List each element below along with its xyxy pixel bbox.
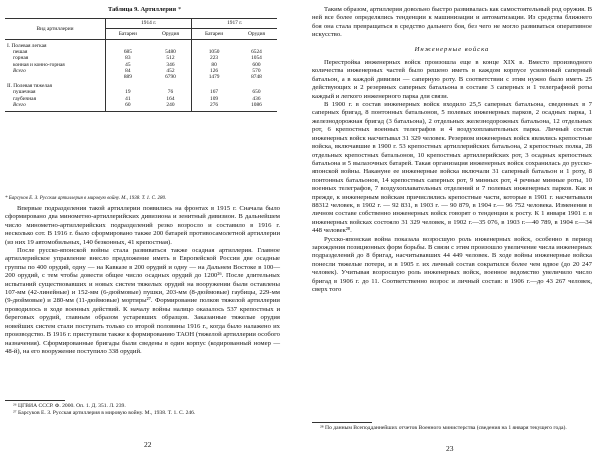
row-label: Всего bbox=[5, 102, 106, 112]
guns-value: 8748 bbox=[251, 74, 262, 81]
table-header-batteries: Батареи bbox=[106, 29, 150, 40]
batteries-value: 41 bbox=[125, 95, 131, 102]
artillery-table bbox=[5, 18, 277, 112]
footnote-rule bbox=[5, 400, 65, 401]
empty-cell bbox=[106, 40, 150, 50]
empty-cell bbox=[106, 80, 150, 89]
right-footnotes bbox=[312, 425, 592, 432]
paragraph: Таким образом, артиллерия довольно быстро развивалась как самостоятельный род оружия. В ней все более определялись тенденции к машинизации и автоматизации. Из средства ближнего боя она стала превращаться в средство дальнего боя, без чего не могло развиваться оперативное искусство. bbox=[312, 6, 592, 39]
row-label: Всего bbox=[5, 68, 106, 74]
page-number-left: 22 bbox=[144, 440, 152, 449]
row-label: гаубичная bbox=[5, 96, 106, 102]
empty-cell bbox=[150, 80, 192, 89]
batteries-value: 83 bbox=[125, 55, 131, 62]
batteries-value: 685 bbox=[123, 49, 132, 56]
table-source-note: * Барсуков Е. З. Русская артиллерия в мировую войну. М., 1938. Т. 1. С. 280. bbox=[5, 196, 167, 201]
batteries-value: 1479 bbox=[208, 74, 220, 81]
batteries-value: 223 bbox=[210, 55, 219, 62]
row-label: пушечная bbox=[5, 89, 106, 95]
paragraph: Впервые подразделения такой артиллерии появились на фронтах в 1915 г. Сначала было сформировано два минометно-артиллерийских дивизиона и зенитный дивизион. В дальнейшем число минометно-артиллерийских подразделений резко возросло и составило в 1916 г. несколько сот. В 1916 г. было сформировано также 200 батарей противосамолетной артиллерии (из них 19 автомобильных, 140 безконных, 41 крепостная). bbox=[5, 205, 280, 246]
guns-value: 346 bbox=[150, 62, 192, 68]
batteries-value: 126 bbox=[210, 67, 219, 74]
paragraph: После русско-японской войны стала развиваться также осадная артиллерия. Главное артиллерийское управление внесло предложение иметь в Европейской России две осадные группы по 400 орудий, одну — на Кавказе в 200 орудий и одну — на Дальнем Востоке в 100—200 орудий, с тем чтобы довести общее число осадных орудий до 1200²⁶. После длительных испытаний существовавших и новых систем тяжелых орудий на вооружении были оставлены 107-мм (42-линейные) и 152-мм (6-дюймовые) пушки, 203-мм (8-дюймовые) гаубицы, 229-мм (9-дюймовые) и 280-мм (11-дюймовые) мортиры²⁷. Формирование полков тяжелой артиллерии проводилось в ходе военных действий. К началу войны налицо оказалось 537 крепостных и береговых орудий, главным образом устаревших образцов. Заказанные тяжелые орудия новейших систем стали поступать только со второй половины 1916 г., когда было налажено их производство. В 1916 г. приступили также к формированию ТАОН (тяжелой артиллерии особого назначения). Сформированные бригады были сведены в один корпус (кодированный номер — 48-й), на его вооружение поступило 338 орудий. bbox=[5, 247, 280, 355]
table-header-kind: Вид артиллерии bbox=[5, 19, 106, 40]
table-header-1914: 1914 г. bbox=[106, 19, 192, 29]
section-title: II. Полевая тяжелая bbox=[5, 80, 106, 89]
paragraph: Русско-японская война показала возросшую роль инженерных войск, особенно в период зарождения позиционных форм борьбы. В связи с этим произошло увеличение числа инженерных подразделений до 8 бригад, насчитывавших 44 449 человек. В ходе войны инженерные войска понесли тяжелые потери, и в 1905 г. их личный состав сократился более чем вдвое (до 20 247 человек). Учитывая возросшую роль инженерных войск, военное ведомство увеличило число бригад в 1906 г. до 11. Соответственно возрос и личный состав: в 1906 г.—до 43 267 человек, сверх того bbox=[312, 235, 592, 293]
footnote: ²⁸ По данным Всеподданнейших отчетов Военного министерства (сведения на 1 января текущего года). bbox=[320, 425, 567, 431]
guns-value: 650 bbox=[252, 89, 261, 96]
row-label: конная и конно-горная bbox=[5, 62, 106, 68]
table-row bbox=[5, 102, 277, 112]
table-header-batteries: Батареи bbox=[192, 29, 236, 40]
guns-value: 452 bbox=[150, 68, 192, 74]
guns-value: 240 bbox=[150, 102, 192, 112]
batteries-value: 889 bbox=[123, 74, 132, 81]
page-number-right: 23 bbox=[446, 444, 454, 453]
table-title-mark: * bbox=[177, 6, 181, 13]
empty-cell bbox=[236, 40, 277, 50]
table-title-text: Таблица 9. Артиллерия bbox=[108, 6, 177, 13]
footnote: ²⁷ Барсуков Е. З. Русская артиллерия в мировую войну. М., 1938. Т. 1. С. 246. bbox=[13, 410, 196, 416]
guns-value: 164 bbox=[150, 96, 192, 102]
guns-value: 512 bbox=[150, 55, 192, 61]
table-header-guns: Орудия bbox=[150, 29, 192, 40]
empty-cell bbox=[192, 40, 236, 50]
table-title bbox=[108, 6, 248, 13]
empty-cell bbox=[150, 40, 192, 50]
guns-value: 6790 bbox=[150, 74, 192, 80]
batteries-value: 80 bbox=[211, 61, 217, 68]
table-header-1917: 1917 г. bbox=[192, 19, 277, 29]
batteries-value: 19 bbox=[125, 89, 131, 96]
guns-value: 436 bbox=[252, 95, 261, 102]
section-title: I. Полевая легкая bbox=[5, 40, 106, 50]
empty-cell bbox=[236, 80, 277, 89]
guns-value: 600 bbox=[252, 61, 261, 68]
batteries-value: 60 bbox=[106, 102, 150, 112]
batteries-value: 45 bbox=[125, 61, 131, 68]
row-label: горная bbox=[5, 55, 106, 61]
footnote: ²⁶ ЦГВИА СССР. Ф. 2000. Оп. 1. Д. 351. Л. 239. bbox=[13, 403, 126, 409]
batteries-value: 84 bbox=[125, 67, 131, 74]
left-body-text bbox=[5, 205, 280, 356]
guns-value: 76 bbox=[150, 89, 192, 95]
empty-cell bbox=[192, 80, 236, 89]
batteries-value: 167 bbox=[210, 89, 219, 96]
paragraph: Перестройка инженерных войск произошла еще в конце XIX в. Вместо производного количества инженерных частей было решено иметь в каждом корпусе усиленный саперный батальон, а в каждой дивизии — саперную роту. В соответствии с этим нужно было иметь 25 действующих и 2 резервных саперных батальона в составе 3 саперных и 1 телеграфной роты каждый и легкого инженерного парка для связи. bbox=[312, 59, 592, 100]
left-footnotes bbox=[5, 403, 280, 417]
right-page bbox=[300, 0, 600, 456]
right-body-text bbox=[312, 6, 592, 294]
batteries-value: 109 bbox=[210, 95, 219, 102]
batteries-value: 1050 bbox=[208, 49, 220, 56]
section-title: Инженерные войска bbox=[414, 45, 490, 53]
guns-value: 6524 bbox=[251, 49, 262, 56]
guns-value: 570 bbox=[252, 67, 261, 74]
footnote-rule bbox=[312, 422, 372, 423]
guns-value: 1086 bbox=[236, 102, 277, 112]
guns-value: 1054 bbox=[251, 55, 262, 62]
row-label: пешая bbox=[5, 49, 106, 55]
guns-value: 5480 bbox=[150, 49, 192, 55]
batteries-value: 276 bbox=[192, 102, 236, 112]
paragraph: В 1900 г. в состав инженерных войск входило 25,5 саперных батальона, сведенных в 7 саперных бригад, 8 понтонных батальонов, 5 полевых инженерных парков, 2 осадных парка, 1 железнодорожная бригад (3 батальона), 2 отдельных железнодорожных батальона, 12 отдельных рот, 6 крепостных военных телеграфов и 4 воздухоплавательных парка. Личный состав инженерных войск насчитывал 31 329 человек. Резервом инженерных войск являлись крепостные войска, включавшие в 1900 г. 53 крепостных артиллерийских батальона, 2 крепостных полка, 28 отдельных крепостных батальонов, 10 крепостных артиллерийских рот, 3 осадных крепостных батальона и 5 вылазочных батарей. Такая организация инженерных войск сохранилась до русско-японской войны. Накануне ее инженерные войска включали 31 саперный батальон и 1 роту, 8 понтонных батальонов, 14 крепостных саперных рот, 9 минных рот, 4 речные минные роты, 10 военных телеграфов, 7 воздухоплавательных отделений и 7 полевых инженерных парков. Как и прежде, к инженерным войскам причислялись крепостные части, которые в 1901 г. насчитывали 88312 человек, в 1902 г. — 92 831, в 1903 г. — 90 879, в 1904 г.— 96 752 человека. Изменения в личном составе собственно инженерных войск говорят о тенденции к росту. К 1 января 1901 г. в инженерных войсках состояло 31 329 человек, в 1902 г.—35 076, в 1903 г.—40 789, в 1904 г.—34 448 человек²⁸. bbox=[312, 101, 592, 235]
table-header-guns: Орудия bbox=[236, 29, 277, 40]
